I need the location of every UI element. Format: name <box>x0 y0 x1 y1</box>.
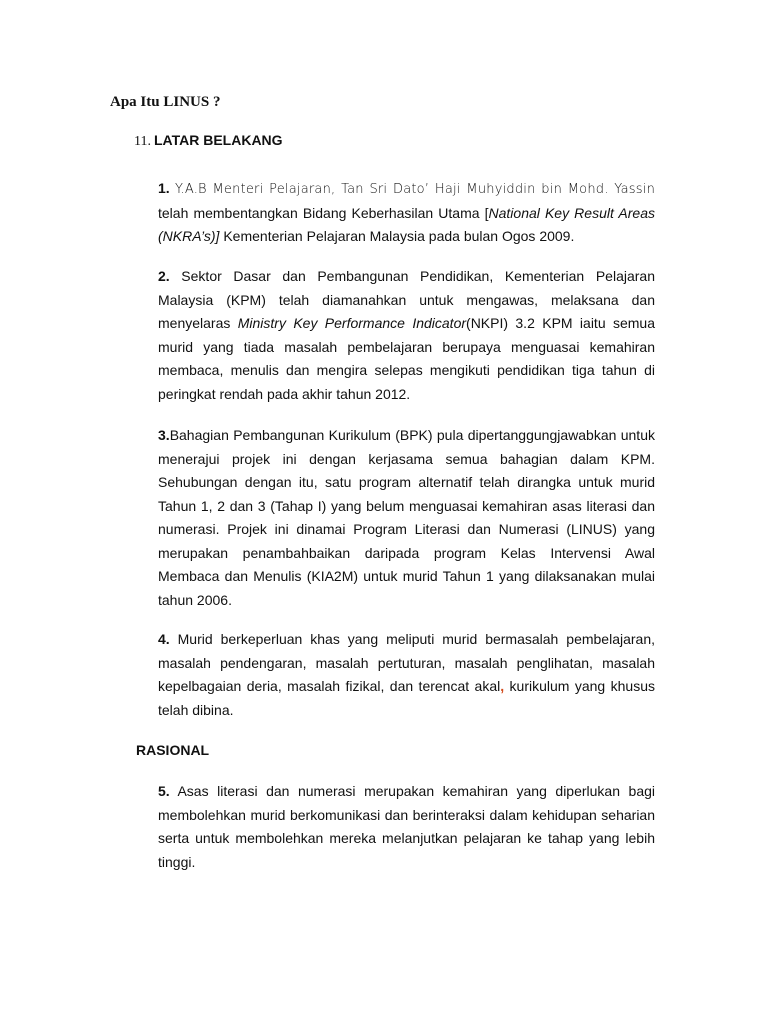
paragraph-number: 3. <box>158 427 170 443</box>
paragraph-3 <box>158 424 655 612</box>
section-heading-rasional: RASIONAL <box>136 742 210 758</box>
section-heading-text: LATAR BELAKANG <box>153 132 283 148</box>
paragraph-text: kurikulum yang khusus telah dibina. <box>158 678 655 718</box>
paragraph-text: Sektor Dasar dan Pembangunan Pendidikan, Kementerian Pelajaran Malaysia (KPM) telah diamanahkan untuk mengawas, melaksana dan menyelaras <box>158 268 655 331</box>
paragraph-4 <box>158 628 655 722</box>
paragraph-number: 4. <box>158 631 170 647</box>
paragraph-number: 2. <box>158 268 170 284</box>
paragraph-italic-text: Ministry Key Performance Indicator <box>237 315 467 331</box>
page-title: Apa Itu LINUS ? <box>110 94 221 110</box>
paragraph-text: Murid berkeperluan khas yang meliputi murid bermasalah pembelajaran, masalah pendengaran, masalah pertuturan, masalah penglihatan, masalah kepelbagaian deria, masalah fizikal, dan terencat akal <box>158 631 656 694</box>
highlighted-comma: , <box>500 678 505 694</box>
paragraph-number: 1. <box>158 180 170 196</box>
paragraph-text: Bahagian Pembangunan Kurikulum (BPK) pula dipertanggungjawabkan untuk menerajui projek ini dengan kerjasama semua bahagian dalam KPM. Sehubungan dengan itu, satu program alternatif telah dirangka untuk murid Tahun 1, 2 dan 3 (Tahap I) yang belum menguasai kemahiran asas literasi dan numerasi. Projek ini dinamai Program Literasi dan Numerasi (LINUS) yang merupakan penambahbaikan daripada program Kelas Intervensi Awal Membaca dan Menulis (KIA2M) untuk murid Tahun 1 yang dilaksanakan mulai tahun 2006. <box>158 427 655 608</box>
paragraph-italic-text: National Key Result Areas (NKRA’s)] <box>158 204 655 244</box>
paragraph-text: Asas literasi dan numerasi merupakan kemahiran yang diperlukan bagi membolehkan murid berkomunikasi dan berinteraksi dalam kehidupan seharian serta untuk membolehkan mereka melanjutkan pelajaran ke tahap yang lebih tinggi. <box>158 783 656 870</box>
paragraph-text: (NKPI) 3.2 KPM iaitu semua murid yang tiada masalah pembelajaran berupaya menguasai kemahiran membaca, menulis dan mengira selepas mengikuti pendidikan tiga tahun di peringkat rendah pada akhir tahun 2012. <box>158 315 655 402</box>
section-number: 11. <box>134 134 151 149</box>
paragraph-1 <box>158 177 655 249</box>
paragraph-2 <box>158 265 655 406</box>
paragraph-text: telah membentangkan Bidang Keberhasilan Utama [ <box>158 204 489 221</box>
paragraph-text: Kementerian Pelajaran Malaysia pada bulan Ogos 2009. <box>219 228 575 244</box>
section-heading-latar-belakang <box>134 132 283 150</box>
paragraph-5 <box>158 780 655 874</box>
paragraph-text: Y.A.B Menteri Pelajaran, Tan Sri Dato’ Haji Muhyiddin bin Mohd. Yassin <box>175 182 656 197</box>
paragraph-number: 5. <box>158 783 170 799</box>
